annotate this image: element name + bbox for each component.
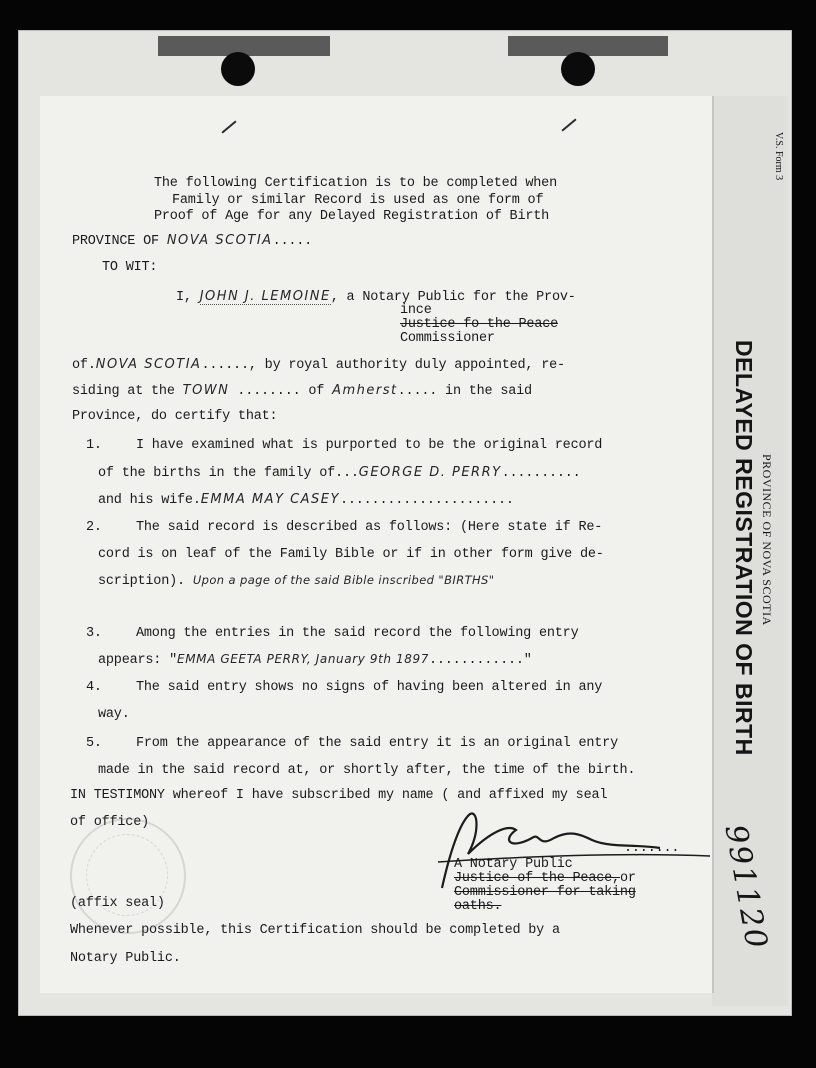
item-3-prefix: appears: " <box>98 653 178 668</box>
justice-line <box>454 871 636 886</box>
embossed-seal-inner <box>86 834 168 916</box>
item-5-line-2: made in the said record at, or shortly after, the time of the birth. <box>98 763 636 778</box>
province-line <box>72 233 312 249</box>
item-4-line-1: The said entry shows no signs of having been altered in any <box>136 680 603 695</box>
record-description: Upon a page of the said Bible inscribed "BIRTHS" <box>192 573 495 587</box>
residing-mid: ........ of <box>237 384 325 399</box>
item-2-line-1: The said record is described as follows: (Here state if Re- <box>136 520 603 535</box>
item-number-1: 1. <box>86 438 102 453</box>
testimony-line-2: of office) <box>70 815 150 830</box>
province-dots: ..... <box>272 234 313 249</box>
affix-seal: (affix seal) <box>70 896 165 911</box>
item-1-prefix: of the births in the family of... <box>98 466 359 481</box>
town-type: TOWN <box>182 383 230 398</box>
mother-name: EMMA MAY CASEY <box>200 492 340 507</box>
signature-dots: ....... <box>624 841 680 856</box>
footer-line-1: Whenever possible, this Certification should be completed by a <box>70 923 560 938</box>
residing-line <box>72 383 532 399</box>
town-name: Amherst <box>332 383 398 398</box>
punch-hole-left <box>221 52 255 86</box>
father-dots: .......... <box>501 466 581 481</box>
registration-number: 991120 <box>717 822 774 953</box>
item-2-prefix: scription). <box>98 574 185 589</box>
pen-mark <box>221 120 236 133</box>
of-dots: ...... <box>201 358 249 373</box>
item-1-line-2 <box>98 465 581 481</box>
justice-or: or <box>619 871 636 886</box>
item-1-line-1: I have examined what is purported to be the original record <box>136 438 603 453</box>
header-line-2: Family or similar Record is used as one form of <box>172 193 544 208</box>
notary-name: JOHN J. LEMOINE <box>199 289 331 304</box>
certify-line: Province, do certify that: <box>72 409 278 424</box>
justice-struck: Justice fo the Peace <box>400 317 559 332</box>
item-number-3: 3. <box>86 626 102 641</box>
notary-title: A Notary Public <box>454 857 573 872</box>
commissioner-struck-sig: Commissioner for taking <box>454 885 636 900</box>
ince-line: ince <box>400 303 432 318</box>
item-number-2: 2. <box>86 520 102 535</box>
item-1-line-3 <box>98 492 514 508</box>
item-2-line-2: cord is on leaf of the Family Bible or if in other form give de- <box>98 547 604 562</box>
header-line-3: Proof of Age for any Delayed Registration of Birth <box>154 209 550 224</box>
item-3-suffix: ............" <box>428 653 532 668</box>
to-wit: TO WIT: <box>102 260 158 275</box>
tape-strip-right <box>508 36 668 56</box>
item-2-line-3 <box>98 573 494 589</box>
footer-line-2: Notary Public. <box>70 951 181 966</box>
item-number-5: 5. <box>86 736 102 751</box>
province-value: NOVA SCOTIA <box>166 233 273 248</box>
birth-entry: EMMA GEETA PERRY, January 9th 1897 <box>177 652 429 666</box>
item-1-wife-prefix: and his wife. <box>98 493 201 508</box>
testimony-line-1: IN TESTIMONY whereof I have subscribed my name ( and affixed my seal <box>70 788 608 803</box>
province-label: PROVINCE OF <box>72 234 159 249</box>
mother-dots: ...................... <box>339 493 514 508</box>
item-5-line-1: From the appearance of the said entry it is an original entry <box>136 736 618 751</box>
of-rest: , by royal authority duly appointed, re- <box>248 358 565 373</box>
notary-intro-line: I, JOHN J. LEMOINE, a Notary Public for the Prov- <box>176 289 576 305</box>
item-number-4: 4. <box>86 680 102 695</box>
header-line-1: The following Certification is to be completed when <box>154 176 557 191</box>
punch-hole-right <box>561 52 595 86</box>
i-label: I, <box>176 290 192 305</box>
item-4-line-2: way. <box>98 707 130 722</box>
side-province: PROVINCE OF NOVA SCOTIA <box>760 454 774 626</box>
oaths-struck: oaths. <box>454 899 502 914</box>
residing-suffix: ..... in the said <box>397 384 532 399</box>
residing-prefix: siding at the <box>72 384 175 399</box>
pen-mark <box>561 118 576 131</box>
justice-struck-sig: Justice of the Peace, <box>454 871 620 886</box>
side-title: DELAYED REGISTRATION OF BIRTH <box>731 340 757 756</box>
item-3-line-2 <box>98 652 532 668</box>
commissioner-struck: Commissioner <box>400 331 495 346</box>
notary-text: a Notary Public for the Prov- <box>346 290 576 305</box>
of-label: of <box>72 358 88 373</box>
of-line: of.NOVA SCOTIA......, by royal authority duly appointed, re- <box>72 357 565 373</box>
father-name: GEORGE D. PERRY <box>358 465 502 480</box>
form-label: V.S. Form 3 <box>773 132 784 181</box>
of-place: NOVA SCOTIA <box>95 357 202 372</box>
item-3-line-1: Among the entries in the said record the following entry <box>136 626 579 641</box>
